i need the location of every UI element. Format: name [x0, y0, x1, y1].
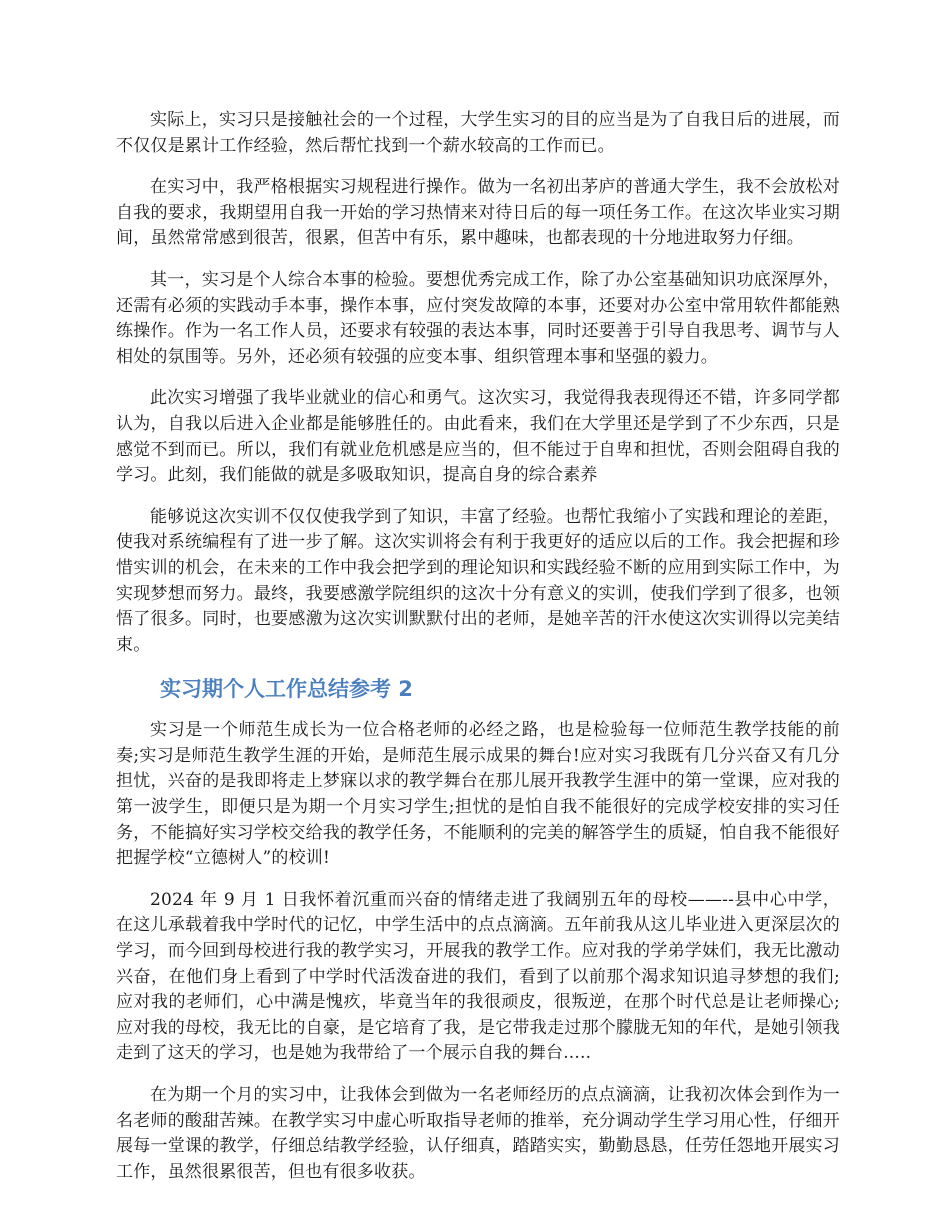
section-heading: 实习期个人工作总结参考 2 — [160, 677, 413, 702]
paragraph: 能够说这次实训不仅仅使我学到了知识，丰富了经验。也帮忙我缩小了实践和理论的差距，使我对系统编程有了进一步了解。这次实训将会有利于我更好的适应以后的工作。我会把握和珍惜实训的机会，在未来的工作中我会把学到的理论知识和实践经验不断的应用到实际工作中，为实现梦想而努力。最终，我要感激学院组织的这次十分有意义的实训，使我们学到了很多，也领悟了很多。同时，也要感激为这次实训默默付出的老师，是她辛苦的汗水使这次实训得以完美结束。 — [116, 506, 840, 655]
paragraph: 实习是一个师范生成长为一位合格老师的必经之路，也是检验每一位师范生教学技能的前奏;实习是师范生教学生涯的开始，是师范生展示成果的舞台!应对实习我既有几分兴奋又有几分担忧，兴奋的是我即将走上梦寐以求的教学舞台在那儿展开我教学生涯中的第一堂课，应对我的第一波学生，即便只是为期一个月实习学生;担忧的是怕自我不能很好的完成学校安排的实习任务，不能搞好实习学校交给我的教学任务，不能顺利的完美的解答学生的质疑，怕自我不能很好把握学校“立德树人”的校训! — [116, 720, 840, 869]
document-page — [116, 108, 840, 1201]
paragraph: 其一，实习是个人综合本事的检验。要想优秀完成工作，除了办公室基础知识功底深厚外，还需有必须的实践动手本事，操作本事，应付突发故障的本事，还要对办公室中常用软件都能熟练操作。作为一名工作人员，还要求有较强的表达本事，同时还要善于引导自我思考、调节与人相处的氛围等。另外，还必须有较强的应变本事、组织管理本事和坚强的毅力。 — [116, 269, 840, 367]
paragraph: 在为期一个月的实习中，让我体会到做为一名老师经历的点点滴滴，让我初次体会到作为一名老师的酸甜苦辣。在教学实习中虚心听取指导老师的推举，充分调动学生学习用心性，仔细开展每一堂课的教学，仔细总结教学经验，认仔细真，踏踏实实，勤勤恳恳，任劳任怨地开展实习工作，虽然很累很苦，但也有很多收获。 — [116, 1085, 840, 1182]
paragraph: 实际上，实习只是接触社会的一个过程，大学生实习的目的应当是为了自我日后的进展，而不仅仅是累计工作经验，然后帮忙找到一个薪水较高的工作而已。 — [116, 110, 840, 156]
paragraph: 2024 年 9 月 1 日我怀着沉重而兴奋的情绪走进了我阔别五年的母校——--县中心中学，在这儿承载着我中学时代的记忆，中学生活中的点点滴滴。五年前我从这儿毕业进入更深层次的学习，而今回到母校进行我的教学实习，开展我的教学工作。应对我的学弟学妹们，我无比激动兴奋，在他们身上看到了中学时代活泼奋进的我们，看到了以前那个渴求知识追寻梦想的我们;应对我的老师们，心中满是愧疚，毕竟当年的我很顽皮，很叛逆，在那个时代总是让老师操心;应对我的母校，我无比的自豪，是它培育了我，是它带我走过那个朦胧无知的年代，是她引领我走到了这天的学习，也是她为我带给了一个展示自我的舞台..... — [116, 889, 840, 1064]
paragraph: 在实习中，我严格根据实习规程进行操作。做为一名初出茅庐的普通大学生，我不会放松对自我的要求，我期望用自我一开始的学习热情来对待日后的每一项任务工作。在这次毕业实习期间，虽然常常感到很苦，很累，但苦中有乐，累中趣味，也都表现的十分地进取努力仔细。 — [116, 177, 840, 249]
paragraph: 此次实习增强了我毕业就业的信心和勇气。这次实习，我觉得我表现得还不错，许多同学都认为，自我以后进入企业都是能够胜任的。由此看来，我们在大学里还是学到了不少东西，只是感觉不到而已。所以，我们有就业危机感是应当的，但不能过于自卑和担忧，否则会阻碍自我的学习。此刻，我们能做的就是多吸取知识，提高自身的综合素养 — [116, 388, 840, 486]
